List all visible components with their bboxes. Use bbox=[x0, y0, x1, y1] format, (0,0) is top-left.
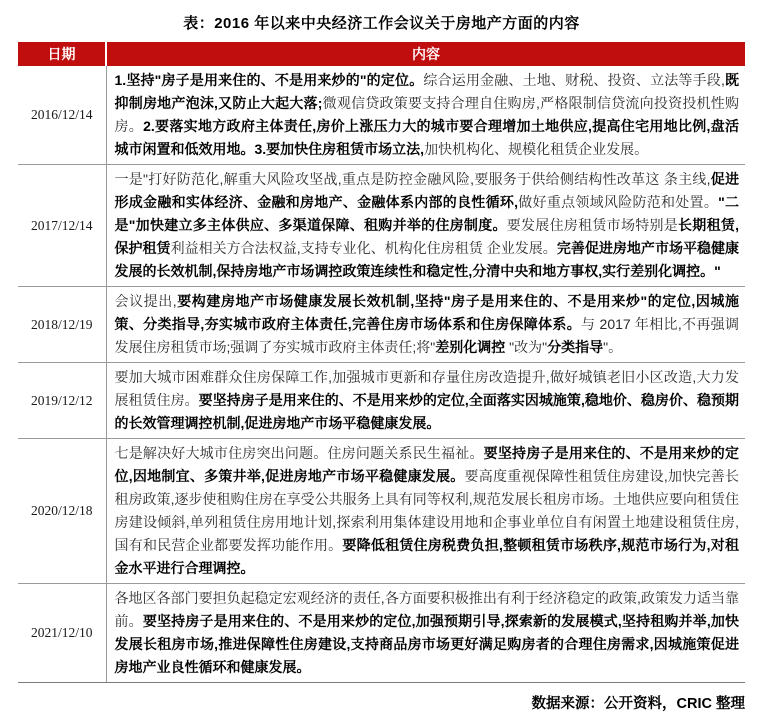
data-source-note: 数据来源：公开资料，CRIC 整理 bbox=[531, 696, 745, 712]
column-header-date: 日期 bbox=[18, 42, 106, 66]
content-segment-bold: 促进形成金融和实体经济、金融和房地产、金融体系内部的良性循环, bbox=[114, 171, 739, 210]
content-segment: 要高度重视保障性租赁住房建设,加快完善长租房政策,逐步使租购住房在享受公共服务上具有同等权利,规范发展长租房市场。土地供应要向租赁住房建设倾斜,单列租赁住房用地计划,探索利用集体建设用地和企事业单位自有闲置土地建设租赁住房,国有和民营企业都要发挥功能作用。 bbox=[114, 468, 740, 553]
table-title: 表：2016 年以来中央经济工作会议关于房地产方面的内容 bbox=[183, 15, 580, 32]
table-row bbox=[18, 439, 745, 584]
table-row bbox=[18, 584, 745, 683]
content-segment: 加快机构化、规模化租赁企业发展。 bbox=[424, 141, 649, 157]
content-cell bbox=[106, 287, 745, 363]
content-segment-bold: 分类指导 bbox=[547, 339, 604, 355]
content-cell bbox=[106, 584, 745, 683]
content-segment: 利益相关方合法权益,支持专业化、机构化住房租赁 企业发展。 bbox=[170, 240, 557, 256]
content-segment: 做好重点领域风险防范和处置。 bbox=[518, 194, 719, 210]
content-segment-bold: 要坚持房子是用来住的、不是用来炒的定位,全面落实因城施策,稳地价、稳房价、稳预期的长效管理调控机制,促进房地产市场平稳健康发展。 bbox=[114, 392, 740, 431]
column-header-content: 内容 bbox=[106, 42, 745, 66]
content-segment: 微观信贷政策要支持合理自住购房,严格限制信贷流向投资投机性购房。 bbox=[114, 95, 739, 134]
content-cell bbox=[106, 66, 745, 165]
date-cell: 2021/12/10 bbox=[18, 584, 106, 683]
content-cell bbox=[106, 363, 745, 439]
date-cell: 2019/12/12 bbox=[18, 363, 106, 439]
content-segment-bold: 长期租赁,保护租赁 bbox=[114, 217, 740, 256]
content-segment-bold: 要构建房地产市场健康发展长效机制,坚持"房子是用来住的、不是用来炒"的定位,因城施策、分类指导,夯实城市政府主体责任,完善住房市场体系和住房保障体系。 bbox=[114, 293, 740, 332]
header-row bbox=[18, 42, 745, 66]
content-segment: "。 bbox=[603, 339, 623, 355]
content-segment-bold: "二是"加快建立多主体供应、多渠道保障、租购并举的住房制度。 bbox=[114, 194, 740, 233]
table-row bbox=[18, 165, 745, 287]
content-segment: 综合运用金融、土地、财税、投资、立法等手段, bbox=[423, 72, 725, 88]
content-segment-bold: 要坚持房子是用来住的、不是用来炒的定位,加强预期引导,探索新的发展模式,坚持租购并举,加快发展长租房市场,推进保障性住房建设,支持商品房市场更好满足购房者的合理住房需求,因城施策促进房地产业良性循环和健康发展。 bbox=[114, 613, 740, 675]
date-cell: 2017/12/14 bbox=[18, 165, 106, 287]
date-cell: 2016/12/14 bbox=[18, 66, 106, 165]
content-segment-bold: 完善促进房地产市场平稳健康发展的长效机制,保持房地产市场调控政策连续性和稳定性,分清中央和地方事权,实行差别化调控。" bbox=[114, 240, 740, 279]
content-segment: 要发展住房租赁市场特别是 bbox=[506, 217, 679, 233]
content-segment: 一是"打好防范化,解重大风险攻坚战,重点是防控金融风险,要服务于供给侧结构性改革这 条主线, bbox=[114, 171, 711, 187]
table-row bbox=[18, 287, 745, 363]
content-cell bbox=[106, 165, 745, 287]
date-cell: 2020/12/18 bbox=[18, 439, 106, 584]
content-segment-bold: 要坚持房子是用来住的、不是用来炒的定位,因地制宜、多策井举,促进房地产市场平稳健康发展。 bbox=[114, 445, 740, 484]
policy-table bbox=[18, 42, 745, 683]
content-segment-bold: 1.坚持"房子是用来住的、不是用来炒的"的定位。 bbox=[114, 72, 424, 88]
table-row bbox=[18, 66, 745, 165]
content-segment-bold: 要降低租赁住房税费负担,整顿租赁市场秩序,规范市场行为,对租金水平进行合理调控。 bbox=[114, 537, 740, 576]
content-segment: 各地区各部门要担负起稳定宏观经济的责任,各方面要积极推出有利于经济稳定的政策,政策发力适当靠前。 bbox=[114, 590, 739, 629]
table-header bbox=[18, 42, 745, 66]
content-segment: "改为" bbox=[505, 339, 548, 355]
content-cell bbox=[106, 439, 745, 584]
content-segment-bold: 既抑制房地产泡沫,又防止大起大落; bbox=[114, 72, 740, 111]
table-row bbox=[18, 363, 745, 439]
date-cell: 2018/12/19 bbox=[18, 287, 106, 363]
content-segment: 要加大城市困难群众住房保障工作,加强城市更新和存量住房改造提升,做好城镇老旧小区改造,大力发展租赁住房。 bbox=[114, 369, 739, 408]
content-segment: 七是解决好大城市住房突出问题。住房问题关系民生福祉。 bbox=[114, 445, 484, 461]
table-body bbox=[18, 66, 745, 683]
content-segment: 会议提出, bbox=[114, 293, 177, 309]
content-segment: 与 2017 年相比,不再强调发展住房租赁市场;强调了夯实城市政府主体责任;将" bbox=[114, 316, 739, 355]
content-segment-bold: 差别化调控 bbox=[435, 339, 506, 355]
content-segment-bold: 2.要落实地方政府主体责任,房价上涨压力大的城市要合理增加土地供应,提高住宅用地比例,盘活城市闲置和低效用地。3.要加快住房租赁市场立法, bbox=[114, 118, 740, 157]
